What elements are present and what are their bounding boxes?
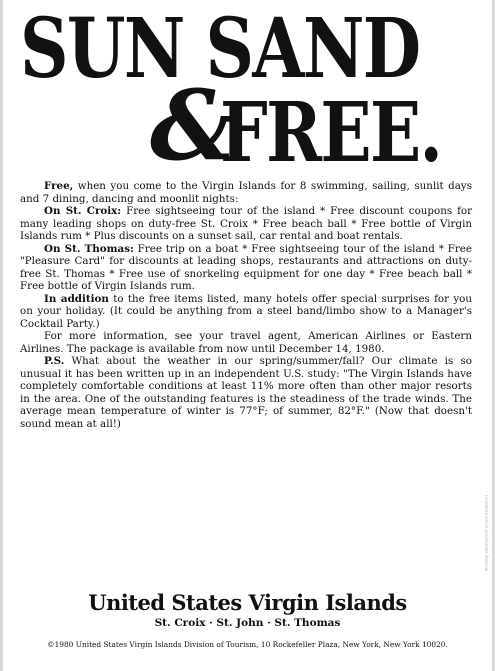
paragraph-ps	[20, 355, 472, 430]
headline-ampersand: &	[150, 69, 237, 182]
paragraph-text: What about the weather in our spring/summer/fall? Our climate is so unusual it has been written up in an independent U.S. study: "The Virgin Islands have completely comfortable conditions at least 11% more often than other major resorts in the area. One of the outstanding features is the steadiness of the trade winds. The average mean temperature of winter is 77°F; of summer, 82°F." (Now that doesn't sound mean at all!)	[20, 355, 472, 430]
body-copy	[20, 180, 472, 430]
paragraph-st-croix	[20, 205, 472, 243]
paragraph-lead: On St. Thomas:	[44, 242, 134, 255]
signature-islands: St. Croix · St. John · St. Thomas	[154, 617, 341, 629]
paragraph-lead: P.S.	[44, 355, 65, 367]
headline-line-1: SUN SAND	[20, 1, 420, 97]
paragraph-text: For more information, see your travel agent, American Airlines or Eastern Airlines. The package is available from now until December 14, 1980.	[20, 330, 472, 355]
paragraph-lead: On St. Croix:	[44, 205, 122, 217]
signature-title: United States Virgin Islands	[88, 590, 407, 615]
headline-line-2: FREE.	[220, 85, 442, 181]
headline	[0, 0, 495, 182]
paragraph-lead: In addition	[44, 292, 109, 305]
paragraph-text: Free trip on a boat * Free sightseeing tour of the island * Free "Pleasure Card" for discounts at leading shops, restaurants and attractions on duty-free St. Thomas * Free use of snorkeling equipment for one day * Free beach ball * Free bottle of Virgin Islands rum.	[20, 242, 472, 292]
copyright-line: ©1980 United States Virgin Islands Division of Tourism, 10 Rockefeller Plaza, New York, New York 10020.	[47, 640, 448, 649]
paragraph-lead: Free,	[44, 180, 74, 192]
paragraph-st-thomas	[20, 243, 472, 293]
paragraph-intro	[20, 180, 472, 205]
paragraph-in-addition	[20, 293, 472, 331]
paragraph-more-info	[20, 330, 472, 355]
paragraph-text: when you come to the Virgin Islands for 8 swimming, sailing, sunlit days and 7 dining, dancing and moonlit nights:	[20, 180, 472, 205]
paragraph-text: Free sightseeing tour of the island * Free discount coupons for many leading shops on duty-free St. Croix * Free beach ball * Free bottle of Virgin Islands rum * Plus discounts on a sunset sail, car rental and boat rentals.	[20, 205, 473, 242]
side-watermark: Urheberrechtlich geschütztes Material	[484, 495, 489, 572]
paragraph-text: to the free items listed, many hotels offer special surprises for you on your holiday. (It could be anything from a steel band/limbo show to a Manager's Cocktail Party.)	[20, 292, 472, 330]
